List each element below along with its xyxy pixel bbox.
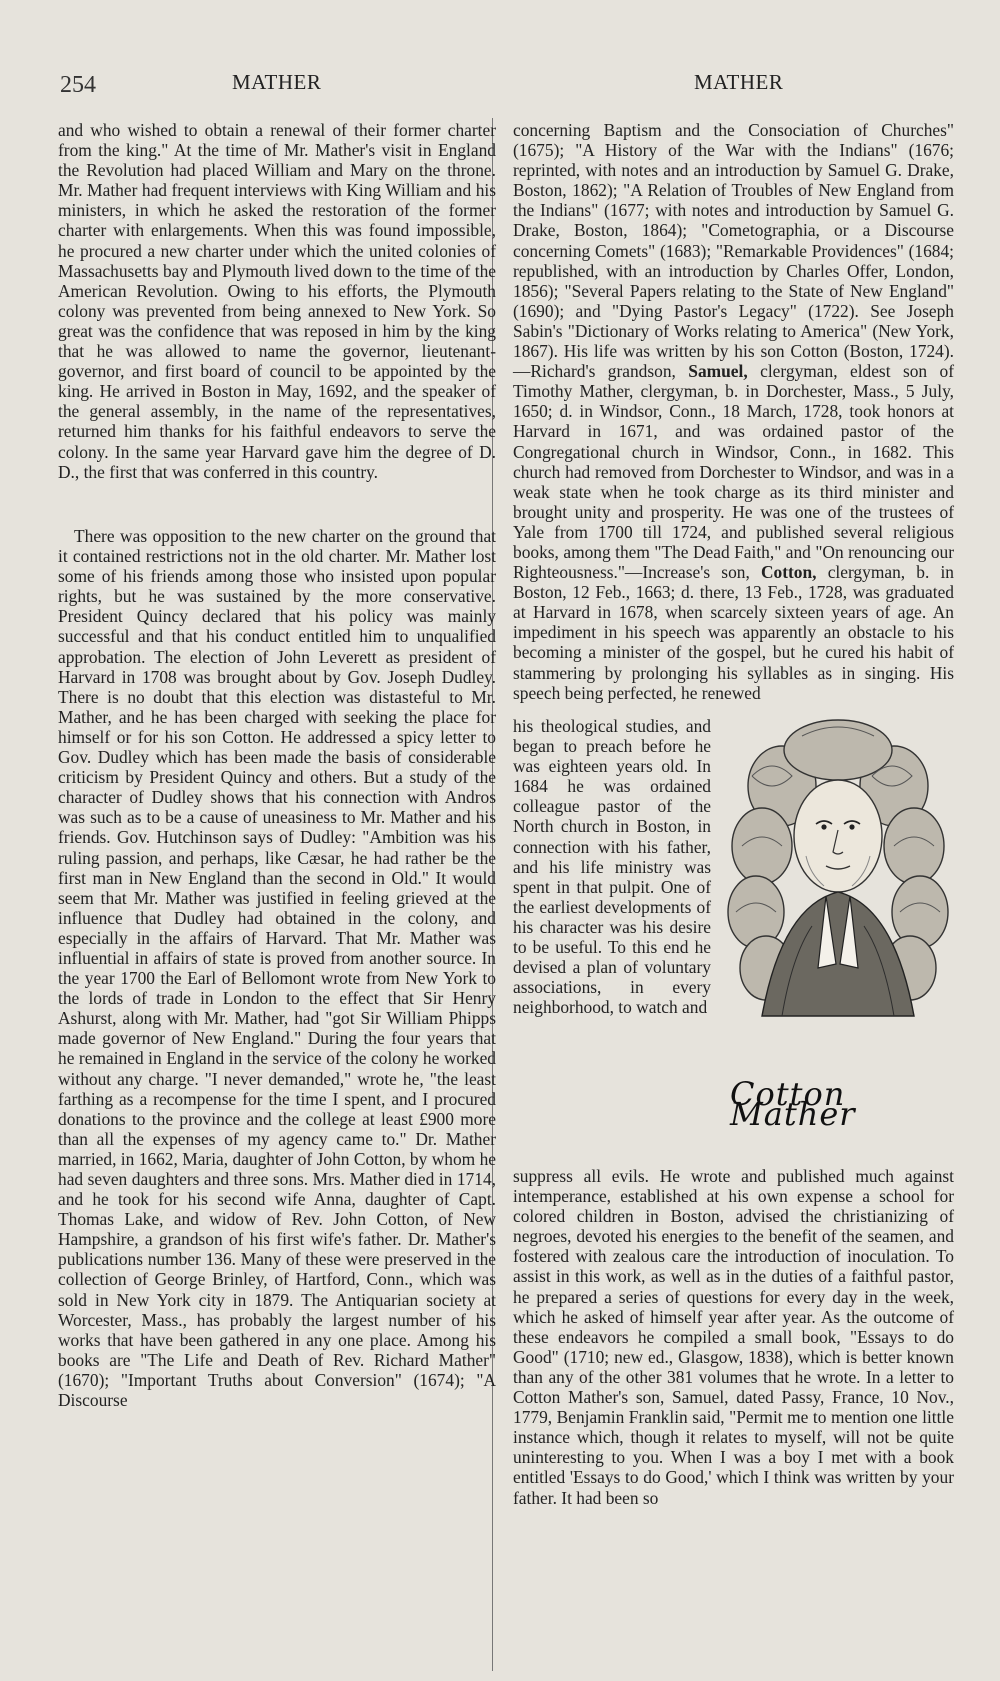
- page-header: [0, 64, 1000, 98]
- wrapped-paragraph: his theological studies, and began to preach before he was eighteen years old. In 1684 he was ordained colleague pastor of the North church in Boston, in connection with his father, and his life ministry was spent in that pulpit. One of the earliest developments of his character was his desire to be useful. To this end he devised a plan of voluntary associations, in every neighborhood, to watch and: [513, 716, 711, 1018]
- right-paragraph-bottom: suppress all evils. He wrote and published much against intemperance, established at his own expense a school for colored children in Boston, advised the christianizing of negroes, devoted his energies to the benefit of the seamen, and fostered with zealous care the introduction of inoculation. To assist in this work, as well as in the duties of a faithful pastor, he prepared a series of questions for every day in the week, which he asked of himself year after year. As the outcome of these endeavors he compiled a small book, "Essays to do Good" (1710; new ed., Glasgow, 1838), which is better known than any of the other 381 volumes that he wrote. In a letter to Cotton Mather's son, Samuel, dated Passy, France, 10 Nov., 1779, Benjamin Franklin said, "Permit me to mention one little instance which, though it relates to myself, will not be quite uninteresting to you. When I was a boy I met with a book entitled 'Essays to do Good,' which I think was written by your father. It had been so: [513, 1166, 954, 1508]
- portrait-figure: [722, 716, 954, 1166]
- running-head-left: MATHER: [232, 70, 322, 94]
- text-run: clergyman, b. in Boston, 12 Feb., 1663; d. there, 13 Feb., 1728, was graduated at Harvard in 1678, when scarcely sixteen years of age. An impediment in his speech was apparently an obstacle to his becoming a minister of the gospel, but he cured his habit of stammering by prolonging his syllables as in singing. His speech being perfected, he renewed: [513, 562, 954, 703]
- text-run: clergyman, eldest son of Timothy Mather, clergyman, b. in Dorchester, Mass., 5 July, 1650; d. in Windsor, Conn., 18 March, 1728, took honors at Harvard in 1671, and was ordained pastor of the Congregational church in Windsor, Conn., in 1682. This church had removed from Dorchester to Windsor, and was in a weak state when he took charge as its third minister and brought unity and prosperity. He was one of the trustees of Yale from 1700 till 1724, and published several religious books, among them "The Dead Faith," and "On renouncing our Righteousness."—Increase's son,: [513, 361, 955, 583]
- portrait-signature: Cotton Mather: [730, 1075, 856, 1134]
- name-samuel: Samuel,: [688, 361, 748, 382]
- text-run: concerning Baptism and the Consociation of Churches" (1675); "A History of the War with the Indians" (1676; reprinted, with notes and an introduction by Samuel G. Drake, Boston, 1862); "A Relation of Troubles of New England from the Indians" (1677; with notes and introduction by Samuel G. Drake, Boston, 1864); "Cometographia, or a Discourse concerning Comets" (1683); "Remarkable Providences" (1684; republished, with an introduction by Charles Offer, London, 1856); "Several Papers relating to the State of New England" (1690); and "Dying Pastor's Legacy" (1722). See Joseph Sabin's "Dictionary of Works relating to America" (New York, 1867). His life was written by his son Cotton (Boston, 1724). —Richard's grandson,: [513, 120, 954, 382]
- running-head-right: MATHER: [694, 70, 784, 94]
- left-paragraph-1: and who wished to obtain a renewal of their former charter from the king." At the time of Mr. Mather's visit in England the Revolution had placed William and Mary on the throne. Mr. Mather had frequent interviews with King William and his ministers, in which he asked the restoration of the former charter with enlargements. When this was found impossible, he procured a new charter under which the united colonies of Massachusetts bay and Plymouth lived down to the time of the American Revolution. Owing to his efforts, the Plymouth colony was prevented from being annexed to New York. So great was the confidence that was reposed in him by the king that he was allowed to name the governor, lieutenant-governor, and first board of council to be appointed by the king. He arrived in Boston in May, 1692, and the speaker of the general assembly, in the name of the representatives, returned him thanks for his faithful endeavors to serve the colony. In the same year Harvard gave him the degree of D. D., the first that was conferred in this country.: [58, 120, 496, 482]
- name-cotton: Cotton,: [760, 562, 817, 583]
- right-paragraph-top: [513, 120, 954, 716]
- portrait-wrap-row: [513, 716, 954, 1166]
- left-paragraph-2: There was opposition to the new charter on the ground that it contained restrictions not in the old charter. Mr. Mather lost some of his friends among those who insisted upon popular rights, but he was sustained by the more conservative. President Quincy declared that his policy was mainly successful and that his conduct entitled him to unqualified approbation. The election of John Leverett as president of Harvard in 1708 was brought about by Gov. Joseph Dudley. There is no doubt that this election was distasteful to Mr. Mather, and he has been charged with seeking the place for himself or for his son Cotton. He addressed a spicy letter to Gov. Dudley which has been made the basis of considerable criticism by President Quincy and others. But a study of the character of Dudley shows that his connection with Andros was such as to be a cause of uneasiness to Mr. Mather and his friends. Gov. Hutchinson says of Dudley: "Ambition was his ruling passion, and perhaps, like Cæsar, he had rather be the first man in New England than the second in Old." It would seem that Mr. Mather was justified in feeling grieved at the influence that Dudley had obtained in the colony, and especially in the affairs of Harvard. That Mr. Mather was influential in affairs of state is proved from another source. In the year 1700 the Earl of Bellomont wrote from New York to the lords of trade in London to the effect that Sir Henry Ashurst, along with Mr. Mather, had "got Sir William Phipps made governor of New England." During the four years that he remained in England in the service of the colony he worked without any charge. "I never demanded," wrote he, "the least farthing as a recompense for the time I spent, and I procured donations to the province and the college at least £900 more than all the expenses of my agency came to." Dr. Mather married, in 1662, Maria, daughter of John Cotton, by whom he had seven daughters and three sons. Mrs. Mather died in 1714, and he took for his second wife Anna, daughter of Capt. Thomas Lake, and widow of Rev. John Cotton, of New Hampshire, a grandson of his first wife's father. Dr. Mather's publications number 136. Many of these were preserved in the collection of George Brinley, of Hartford, Conn., which was sold in New York city in 1879. The Antiquarian society at Worcester, Mass., has probably the largest number of his works that have been gathered in any one place. Among his books are "The Life and Death of Rev. Richard Mather" (1670); "Important Truths about Conversion" (1674); "A Discourse: [58, 526, 496, 1411]
- right-column: [513, 120, 955, 1508]
- portrait-engraving: [722, 716, 954, 1076]
- left-column: [58, 120, 496, 1679]
- page-number: 254: [60, 72, 96, 98]
